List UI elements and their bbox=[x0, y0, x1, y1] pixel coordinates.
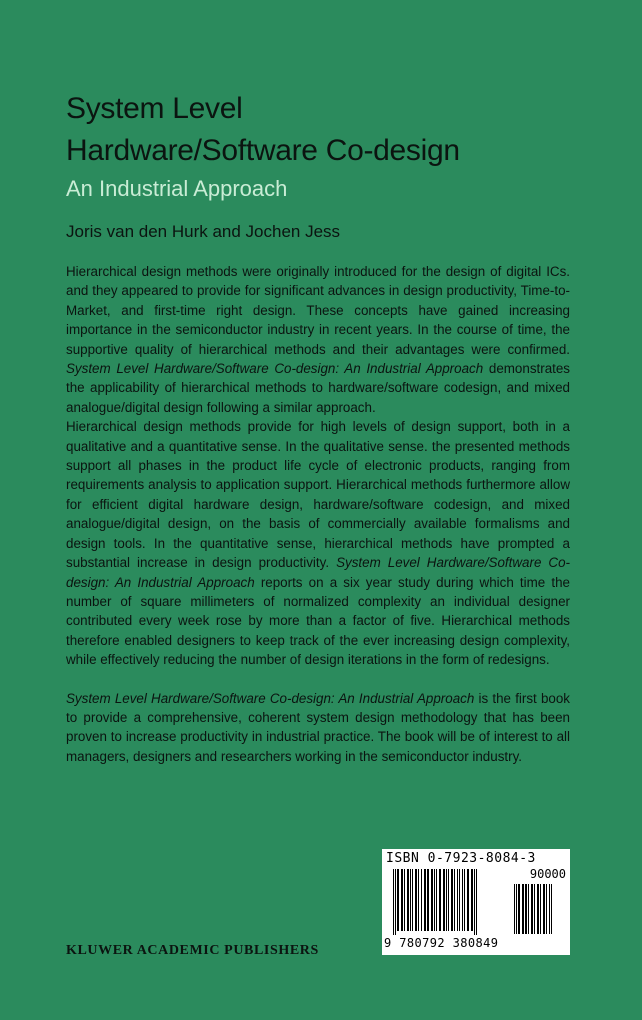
barcode-bar bbox=[443, 869, 445, 931]
barcode-bar bbox=[543, 884, 545, 934]
barcode-bar bbox=[446, 869, 447, 931]
barcode-bar bbox=[397, 869, 399, 931]
barcode-bar bbox=[439, 869, 441, 931]
barcode-bar bbox=[448, 869, 449, 931]
barcode-bar bbox=[525, 884, 527, 934]
publisher-name: KLUWER ACADEMIC PUBLISHERS bbox=[66, 943, 319, 958]
barcode-bar bbox=[424, 869, 426, 931]
blurb-text: Hierarchical design methods provide for high levels of design support, both in a qualitative and a quantitative sense. In the qualitative sense. the presented methods support all phases in the product life cycle of electronic products, ranging from requirements analysis to application support. Hierarchical methods furthermore allow for efficient digital hardware design, hardware/software codesign, and mixed analogue/digital design, on the basis of commercially available formalisms and design tools. In the quantitative sense, hierarchical methods have prompted a substantial increase in design productivity. bbox=[66, 419, 570, 571]
barcode-bar bbox=[395, 869, 396, 935]
blurb bbox=[66, 262, 570, 766]
barcode-bar bbox=[551, 884, 552, 934]
blurb-book-title: System Level Hardware/Software Co-design: An Industrial Approach bbox=[66, 690, 475, 706]
barcode-bar bbox=[410, 869, 411, 931]
ean-number: 9 780792 380849 bbox=[384, 936, 499, 950]
barcode-bar bbox=[534, 884, 535, 934]
barcode-bar bbox=[393, 869, 394, 935]
barcode-bar bbox=[407, 869, 409, 931]
barcode-bar bbox=[518, 884, 520, 934]
blurb-text: demonstrates the applicability of hierarchical methods to hardware/software codesign, and mixed analogue/digital design following a similar approach. bbox=[66, 361, 571, 415]
barcode-bar bbox=[404, 869, 405, 931]
barcode-bar bbox=[454, 869, 455, 931]
title-line-2: Hardware/Software Co-design bbox=[66, 134, 460, 167]
book-authors: Joris van den Hurk and Jochen Jess bbox=[66, 222, 341, 241]
barcode-bar bbox=[457, 869, 458, 931]
barcode-bar bbox=[415, 869, 417, 931]
barcode-bar bbox=[546, 884, 547, 934]
barcode-bar bbox=[421, 869, 422, 931]
barcode-bar bbox=[516, 884, 517, 934]
book-subtitle: An Industrial Approach bbox=[66, 176, 288, 201]
barcode-bar bbox=[436, 869, 437, 931]
barcode-bar bbox=[427, 869, 429, 931]
barcode-bar bbox=[418, 869, 419, 931]
barcode-bar bbox=[474, 869, 475, 935]
barcode-bar bbox=[514, 884, 515, 934]
barcode-bar bbox=[471, 869, 473, 931]
barcode-bar bbox=[537, 884, 539, 934]
barcode-bar bbox=[412, 869, 413, 931]
blurb-paragraph-3 bbox=[66, 689, 570, 767]
blurb-book-title: System Level Hardware/Software Co-design: An Industrial Approach bbox=[66, 361, 484, 377]
barcode-bar bbox=[464, 869, 465, 931]
blurb-text: Hierarchical design methods were originally introduced for the design of digital ICs. and they appeared to provide for significant advances in design productivity, Time-to-Market, and first-time right design. These concepts have gained increasing importance in the semiconductor industry in recent years. In the course of time, the supportive quality of hierarchical methods and their advantages were confirmed. bbox=[66, 264, 570, 357]
book-title bbox=[66, 88, 460, 172]
barcode-bar bbox=[476, 869, 477, 935]
barcode-bar bbox=[434, 869, 435, 931]
barcode-bar bbox=[462, 869, 463, 931]
blurb-paragraph-1 bbox=[66, 262, 570, 417]
barcode-bar bbox=[549, 884, 550, 934]
blurb-text: is the first book to provide a comprehensive, coherent system design methodology that has been proven to increase productivity in industrial practice. The book will be of interest to all managers, designers and researchers working in the semiconductor industry. bbox=[66, 690, 571, 764]
barcode-bar bbox=[528, 884, 529, 934]
barcode-bar bbox=[522, 884, 524, 934]
blurb-text: reports on a six year study during which time the number of square millimeters of normalized complexity an individual designer contributed every week rose by more than a factor of five. Hierarchical methods therefore enabled designers to keep track of the ever increasing design complexity, while effectively reducing the number of design iterations in the form of redesigns. bbox=[66, 574, 570, 668]
blurb-paragraph-2 bbox=[66, 417, 570, 669]
ean-barcode-bars bbox=[392, 869, 507, 937]
addon-barcode-bars bbox=[513, 884, 563, 936]
isbn-barcode bbox=[382, 849, 570, 955]
blurb-book-title: System Level Hardware/Software Co-design: An Industrial Approach bbox=[66, 555, 570, 590]
barcode-bar bbox=[451, 869, 453, 931]
barcode-bar bbox=[467, 869, 469, 931]
barcode-bar bbox=[401, 869, 403, 931]
barcode-bar bbox=[531, 884, 533, 934]
price-addon-code: 90000 bbox=[529, 867, 566, 881]
isbn-number: ISBN 0-7923-8084-3 bbox=[386, 851, 536, 866]
barcode-bar bbox=[431, 869, 433, 931]
barcode-bar bbox=[540, 884, 541, 934]
title-line-1: System Level bbox=[66, 92, 243, 125]
barcode-bar bbox=[459, 869, 460, 931]
